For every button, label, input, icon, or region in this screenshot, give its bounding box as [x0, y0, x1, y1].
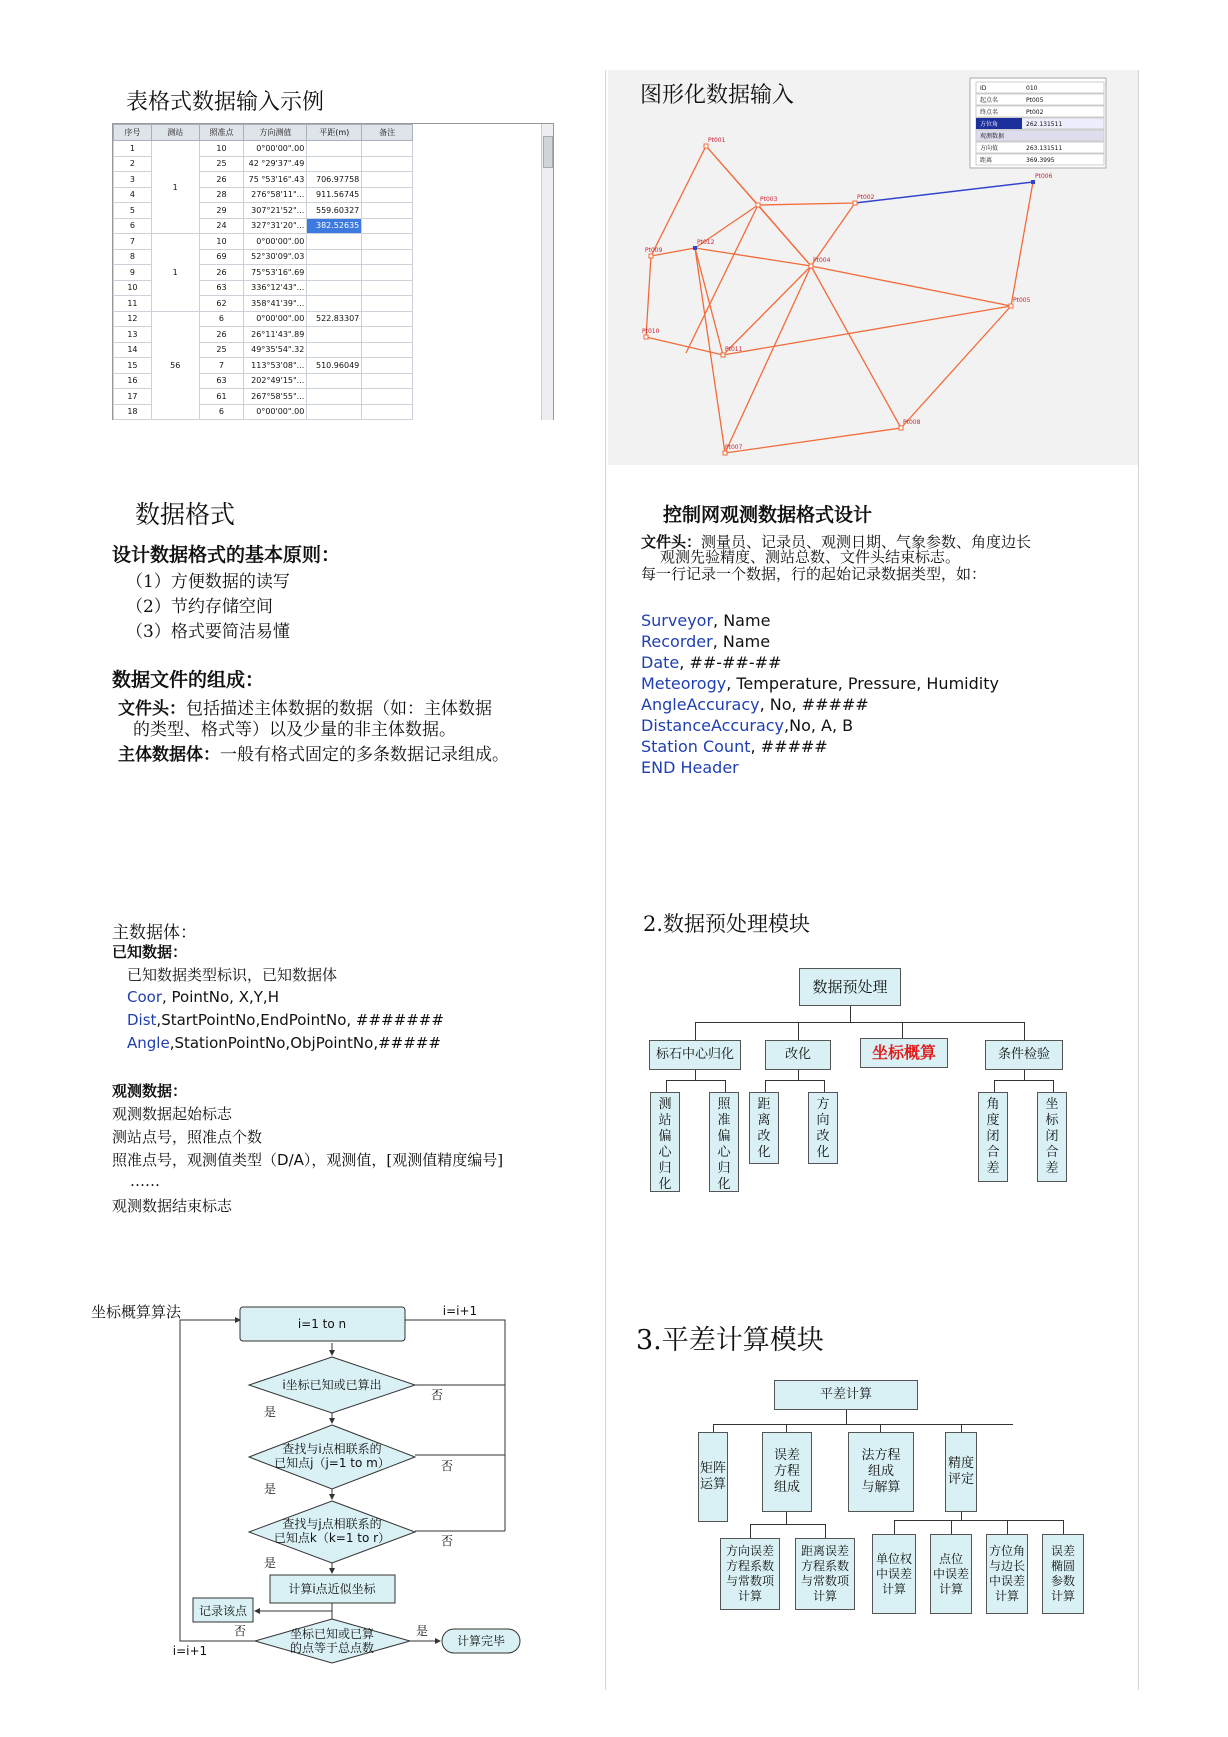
flow-label: 是	[263, 1405, 277, 1419]
slide-graphic-input	[608, 70, 1138, 465]
principle-item: （2）节约存储空间	[126, 597, 273, 617]
node-matrix: 矩阵运算	[698, 1432, 728, 1522]
table-cell[interactable]: 336°12'43"...	[244, 280, 307, 296]
table-cell[interactable]: 62	[199, 296, 244, 312]
node-azimuth-error: 方位角 与边长 中误差 计算	[986, 1534, 1028, 1614]
panel-value: 262.131511	[1026, 121, 1063, 128]
table-cell[interactable]: 706.97758	[307, 172, 362, 188]
point-label: Pt003	[760, 196, 778, 203]
table-cell[interactable]	[307, 234, 362, 250]
root-node: 数据预处理	[799, 968, 901, 1006]
table-cell[interactable]	[307, 327, 362, 343]
table-cell[interactable]: 25	[199, 156, 244, 172]
node-error-eq: 误差 方程 组成	[762, 1432, 812, 1512]
table-cell[interactable]	[362, 187, 413, 203]
table-cell[interactable]: 16	[114, 373, 152, 389]
table-cell[interactable]: 276°58'11"...	[244, 187, 307, 203]
flow-label: 查找与j点相联系的	[282, 1517, 382, 1531]
table-header[interactable]: 平距(m)	[307, 125, 362, 141]
node-precision: 精度 评定	[945, 1432, 977, 1512]
table-header[interactable]: 照准点	[199, 125, 244, 141]
composition-heading: 数据文件的组成：	[112, 669, 265, 691]
flow-title: 坐标概算算法	[91, 1303, 182, 1321]
table-cell[interactable]: 6	[199, 311, 244, 327]
known-heading: 已知数据：	[112, 943, 188, 961]
table-cell[interactable]: 10	[199, 141, 244, 157]
point-label: Pt004	[813, 257, 831, 264]
table-cell[interactable]: 0°00'00".00	[244, 404, 307, 420]
point-label: Pt012	[697, 239, 715, 246]
point-label: Pt006	[1035, 173, 1053, 180]
leaf-node: 照 准 偏 心 归 化	[709, 1092, 739, 1192]
flow-label: 的点等于总点数	[289, 1641, 375, 1655]
table-cell[interactable]	[307, 404, 362, 420]
record-line: Date, ##-##-##	[641, 653, 782, 672]
panel-value: 369.3995	[1026, 157, 1055, 164]
table-cell[interactable]: 8	[114, 249, 152, 265]
panel-key: 方向值	[980, 145, 999, 152]
flow-label: 计算i点近似坐标	[288, 1582, 376, 1596]
table-cell[interactable]: 7	[114, 234, 152, 250]
table-cell[interactable]	[362, 373, 413, 389]
table-cell[interactable]: 69	[199, 249, 244, 265]
table-cell[interactable]	[307, 280, 362, 296]
table-cell[interactable]: 2	[114, 156, 152, 172]
table-cell[interactable]	[307, 265, 362, 281]
table-cell[interactable]	[362, 265, 413, 281]
table-scrollbar[interactable]	[541, 124, 553, 420]
panel-key: 方位角	[980, 121, 999, 128]
table-cell[interactable]: 63	[199, 373, 244, 389]
principle-item: （3）格式要简洁易懂	[126, 622, 290, 642]
table-cell[interactable]	[362, 404, 413, 420]
point-label: Pt007	[725, 444, 743, 451]
table-cell[interactable]: 4	[114, 187, 152, 203]
panel-value: 263.131511	[1026, 145, 1063, 152]
table-cell[interactable]	[362, 358, 413, 374]
flow-label: i=1 to n	[297, 1317, 347, 1331]
angle-record: Angle,StationPointNo,ObjPointNo,#####	[127, 1034, 441, 1052]
slide-data-format	[100, 480, 600, 780]
slide-preprocess	[608, 890, 1138, 1230]
point-label: Pt001	[708, 137, 726, 144]
root-node: 平差计算	[774, 1380, 918, 1410]
obs-heading: 观测数据：	[112, 1082, 188, 1100]
record-line: Surveyor, Name	[641, 611, 771, 630]
table-cell[interactable]: 1	[151, 141, 199, 234]
flow-label: 是	[263, 1482, 277, 1496]
table-cell[interactable]: 26	[199, 172, 244, 188]
table-cell[interactable]: 11	[114, 296, 152, 312]
table-cell[interactable]	[362, 203, 413, 219]
file-header-desc: 文件头：包括描述主体数据的数据（如：主体数据	[118, 699, 492, 719]
table-cell[interactable]: 1	[151, 234, 199, 312]
table-cell[interactable]: 6	[199, 404, 244, 420]
leaf-node: 角 度 闭 合 差	[978, 1092, 1008, 1182]
table-cell[interactable]: 14	[114, 342, 152, 358]
record-line: Recorder, Name	[641, 632, 771, 651]
separator	[1138, 70, 1139, 1690]
node-unit-weight: 单位权 中误差 计算	[872, 1534, 916, 1614]
panel-key: 观测数据	[980, 133, 1005, 140]
table-cell[interactable]: 7	[199, 358, 244, 374]
flow-label: 计算完毕	[456, 1634, 506, 1648]
table-cell[interactable]: 28	[199, 187, 244, 203]
point-label: Pt009	[645, 247, 663, 254]
record-line: Meteorogy, Temperature, Pressure, Humidity	[641, 674, 999, 693]
table-cell[interactable]: 6	[114, 218, 152, 234]
record-line: DistanceAccuracy,No, A, B	[641, 716, 854, 735]
node-normal-eq: 法方程 组成 与解算	[848, 1432, 914, 1512]
table-cell[interactable]	[362, 311, 413, 327]
leaf-node: 方 向 改 化	[808, 1092, 838, 1164]
table-row[interactable]	[114, 141, 413, 157]
table-cell[interactable]	[362, 389, 413, 405]
flow-label: 否	[233, 1624, 247, 1638]
record-line: AngleAccuracy, No, #####	[641, 695, 869, 714]
table-cell[interactable]	[362, 342, 413, 358]
property-panel	[970, 78, 1106, 168]
table-cell[interactable]: 202°49'15"...	[244, 373, 307, 389]
table-cell[interactable]: 17	[114, 389, 152, 405]
network-graph[interactable]	[608, 70, 1138, 465]
slide-title: 表格式数据输入示例	[126, 90, 325, 115]
slide-adjustment	[608, 1300, 1138, 1700]
table-cell[interactable]	[362, 249, 413, 265]
slide-flowchart	[85, 1295, 605, 1725]
node-dist-error: 距离误差 方程系数 与常数项 计算	[795, 1538, 855, 1610]
table-cell[interactable]: 327°31'20"...	[244, 218, 307, 234]
record-line: Station Count, #####	[641, 737, 828, 756]
table-cell[interactable]: 10	[199, 234, 244, 250]
table-cell[interactable]: 382.52635	[307, 218, 362, 234]
table-cell[interactable]	[362, 327, 413, 343]
panel-key: ID	[980, 85, 987, 92]
table-cell[interactable]: 75°53'16".69	[244, 265, 307, 281]
point-label: Pt002	[857, 194, 875, 201]
record-line: END Header	[641, 758, 739, 777]
table-cell[interactable]: 911.56745	[307, 187, 362, 203]
separator	[605, 70, 606, 1690]
known-desc: 已知数据类型标识，已知数据体	[127, 966, 338, 984]
flow-label: 是	[263, 1556, 277, 1570]
table-cell[interactable]	[362, 172, 413, 188]
table-cell[interactable]: 24	[199, 218, 244, 234]
flow-label: 否	[440, 1534, 454, 1548]
table-cell[interactable]: 18	[114, 404, 152, 420]
leaf-node: 测 站 偏 心 归 化	[650, 1092, 680, 1192]
panel-value: 010	[1026, 85, 1038, 92]
table-header[interactable]: 序号	[114, 125, 152, 141]
node-dir-error: 方向误差 方程系数 与常数项 计算	[720, 1538, 780, 1610]
flow-label: 是	[415, 1624, 429, 1638]
table-cell[interactable]: 61	[199, 389, 244, 405]
table-cell[interactable]	[362, 218, 413, 234]
table-cell[interactable]: 113°53'08"...	[244, 358, 307, 374]
body-title: 主数据体：	[112, 923, 197, 943]
table-cell[interactable]	[362, 280, 413, 296]
table-cell[interactable]: 559.60327	[307, 203, 362, 219]
table-cell[interactable]: 1	[114, 141, 152, 157]
table-cell[interactable]: 510.96049	[307, 358, 362, 374]
principle-item: （1）方便数据的读写	[126, 572, 290, 592]
table-cell[interactable]: 42 °29'37".49	[244, 156, 307, 172]
table-cell[interactable]: 9	[114, 265, 152, 281]
header-desc: 文件头：测量员、记录员、观测日期、气象参数、角度边长	[641, 533, 1032, 551]
table-cell[interactable]: 358°41'39"...	[244, 296, 307, 312]
flowchart	[85, 1295, 605, 1725]
slide-title: 图形化数据输入	[640, 83, 795, 108]
table-cell[interactable]: 29	[199, 203, 244, 219]
table-cell[interactable]: 52°30'09".03	[244, 249, 307, 265]
flow-label: 坐标已知或已算	[289, 1627, 375, 1641]
table-cell[interactable]: 267°58'55"...	[244, 389, 307, 405]
table-cell[interactable]	[307, 156, 362, 172]
table-header[interactable]: 方向测值	[244, 125, 307, 141]
flow-label: i=i+1	[442, 1304, 478, 1318]
leaf-node: 距 离 改 化	[749, 1092, 779, 1164]
table-cell[interactable]	[307, 249, 362, 265]
table-cell[interactable]: 522.83307	[307, 311, 362, 327]
point-label: Pt008	[903, 419, 921, 426]
table-cell[interactable]	[307, 373, 362, 389]
obs-line: 测站点号，照准点个数	[112, 1128, 263, 1146]
table-cell[interactable]: 49°35'54".32	[244, 342, 307, 358]
body-desc: 主体数据体：一般有格式固定的多条数据记录组成。	[118, 745, 509, 765]
table-cell[interactable]: 25	[199, 342, 244, 358]
node-reduction: 改化	[765, 1040, 831, 1070]
data-table[interactable]	[113, 124, 413, 420]
node-benchmark: 标石中心归化	[649, 1040, 741, 1070]
slide-title: 2.数据预处理模块	[643, 912, 811, 936]
table-cell[interactable]: 0°00'00".00	[244, 141, 307, 157]
header-desc-cont: 观测先验精度、测站总数、文件头结束标志。	[660, 548, 961, 566]
table-cell[interactable]	[307, 141, 362, 157]
obs-line: 照准点号，观测值类型（D/A），观测值，[观测值精度编号]	[112, 1151, 504, 1169]
table-cell[interactable]: 26°11'43".89	[244, 327, 307, 343]
table-cell[interactable]: 15	[114, 358, 152, 374]
table-cell[interactable]	[307, 389, 362, 405]
coor-record: Coor, PointNo, X,Y,H	[127, 988, 279, 1006]
table-cell[interactable]	[307, 342, 362, 358]
panel-key: 距离	[980, 157, 993, 164]
table-cell[interactable]	[362, 234, 413, 250]
flow-label: 已知点k（k=1 to r）	[273, 1531, 391, 1545]
slide-format-design	[608, 480, 1138, 780]
dist-record: Dist,StartPointNo,EndPointNo, #######	[127, 1011, 444, 1029]
table-cell[interactable]	[307, 296, 362, 312]
slide-table-input	[100, 75, 560, 420]
flow-label: i=i+1	[172, 1644, 208, 1658]
obs-line: ……	[130, 1172, 160, 1190]
principles-heading: 设计数据格式的基本原则：	[112, 544, 341, 566]
panel-key: 终点名	[980, 109, 999, 116]
data-table-wrap	[112, 123, 554, 420]
table-cell[interactable]	[362, 156, 413, 172]
table-cell[interactable]: 3	[114, 172, 152, 188]
flow-label: 查找与i点相联系的	[282, 1442, 382, 1456]
flow-label: i坐标已知或已算出	[282, 1378, 382, 1392]
panel-key: 起点名	[980, 97, 999, 104]
table-cell[interactable]	[362, 296, 413, 312]
flow-label: 已知点j（j=1 to m）	[274, 1456, 390, 1470]
record-desc: 每一行记录一个数据，行的起始记录数据类型，如：	[641, 565, 987, 583]
table-cell[interactable]: 56	[151, 311, 199, 420]
table-cell[interactable]: 13	[114, 327, 152, 343]
point-label: Pt010	[642, 328, 660, 335]
record-list	[641, 610, 999, 778]
table-header[interactable]: 备注	[362, 125, 413, 141]
flow-label: 否	[430, 1388, 444, 1402]
table-cell[interactable]: 12	[114, 311, 152, 327]
node-point-error: 点位 中误差 计算	[930, 1534, 972, 1614]
table-row[interactable]	[114, 234, 413, 250]
slide-title: 3.平差计算模块	[636, 1325, 824, 1356]
scroll-thumb[interactable]	[543, 136, 553, 168]
obs-line: 观测数据结束标志	[112, 1197, 233, 1215]
flow-label: 记录该点	[198, 1604, 248, 1618]
node-condition-check: 条件检验	[985, 1040, 1063, 1070]
table-cell[interactable]: 0°00'00".00	[244, 311, 307, 327]
file-header-desc-cont: 的类型、格式等）以及少量的非主体数据。	[133, 720, 456, 740]
node-approx-coord: 坐标概算	[860, 1038, 948, 1068]
table-header[interactable]: 测站	[151, 125, 199, 141]
table-row[interactable]	[114, 311, 413, 327]
table-cell[interactable]: 10	[114, 280, 152, 296]
node-ellipse: 误差 椭圆 参数 计算	[1042, 1534, 1084, 1614]
slide-main-body	[100, 900, 600, 1230]
obs-line: 观测数据起始标志	[112, 1105, 233, 1123]
point-label: Pt005	[1013, 297, 1031, 304]
panel-value: Pt005	[1026, 97, 1044, 104]
table-cell[interactable]: 26	[199, 327, 244, 343]
point-label: Pt011	[725, 346, 743, 353]
leaf-node: 坐 标 闭 合 差	[1037, 1092, 1067, 1182]
table-cell[interactable]: 0°00'00".00	[244, 234, 307, 250]
table-cell[interactable]: 75 °53'16".43	[244, 172, 307, 188]
panel-value: Pt002	[1026, 109, 1044, 116]
flow-label: 否	[440, 1459, 454, 1473]
table-cell[interactable]: 5	[114, 203, 152, 219]
table-cell[interactable]: 307°21'52"...	[244, 203, 307, 219]
table-cell[interactable]: 63	[199, 280, 244, 296]
slide-title: 控制网观测数据格式设计	[663, 504, 873, 526]
table-cell[interactable]: 26	[199, 265, 244, 281]
table-cell[interactable]	[362, 141, 413, 157]
slide-title: 数据格式	[135, 500, 236, 529]
